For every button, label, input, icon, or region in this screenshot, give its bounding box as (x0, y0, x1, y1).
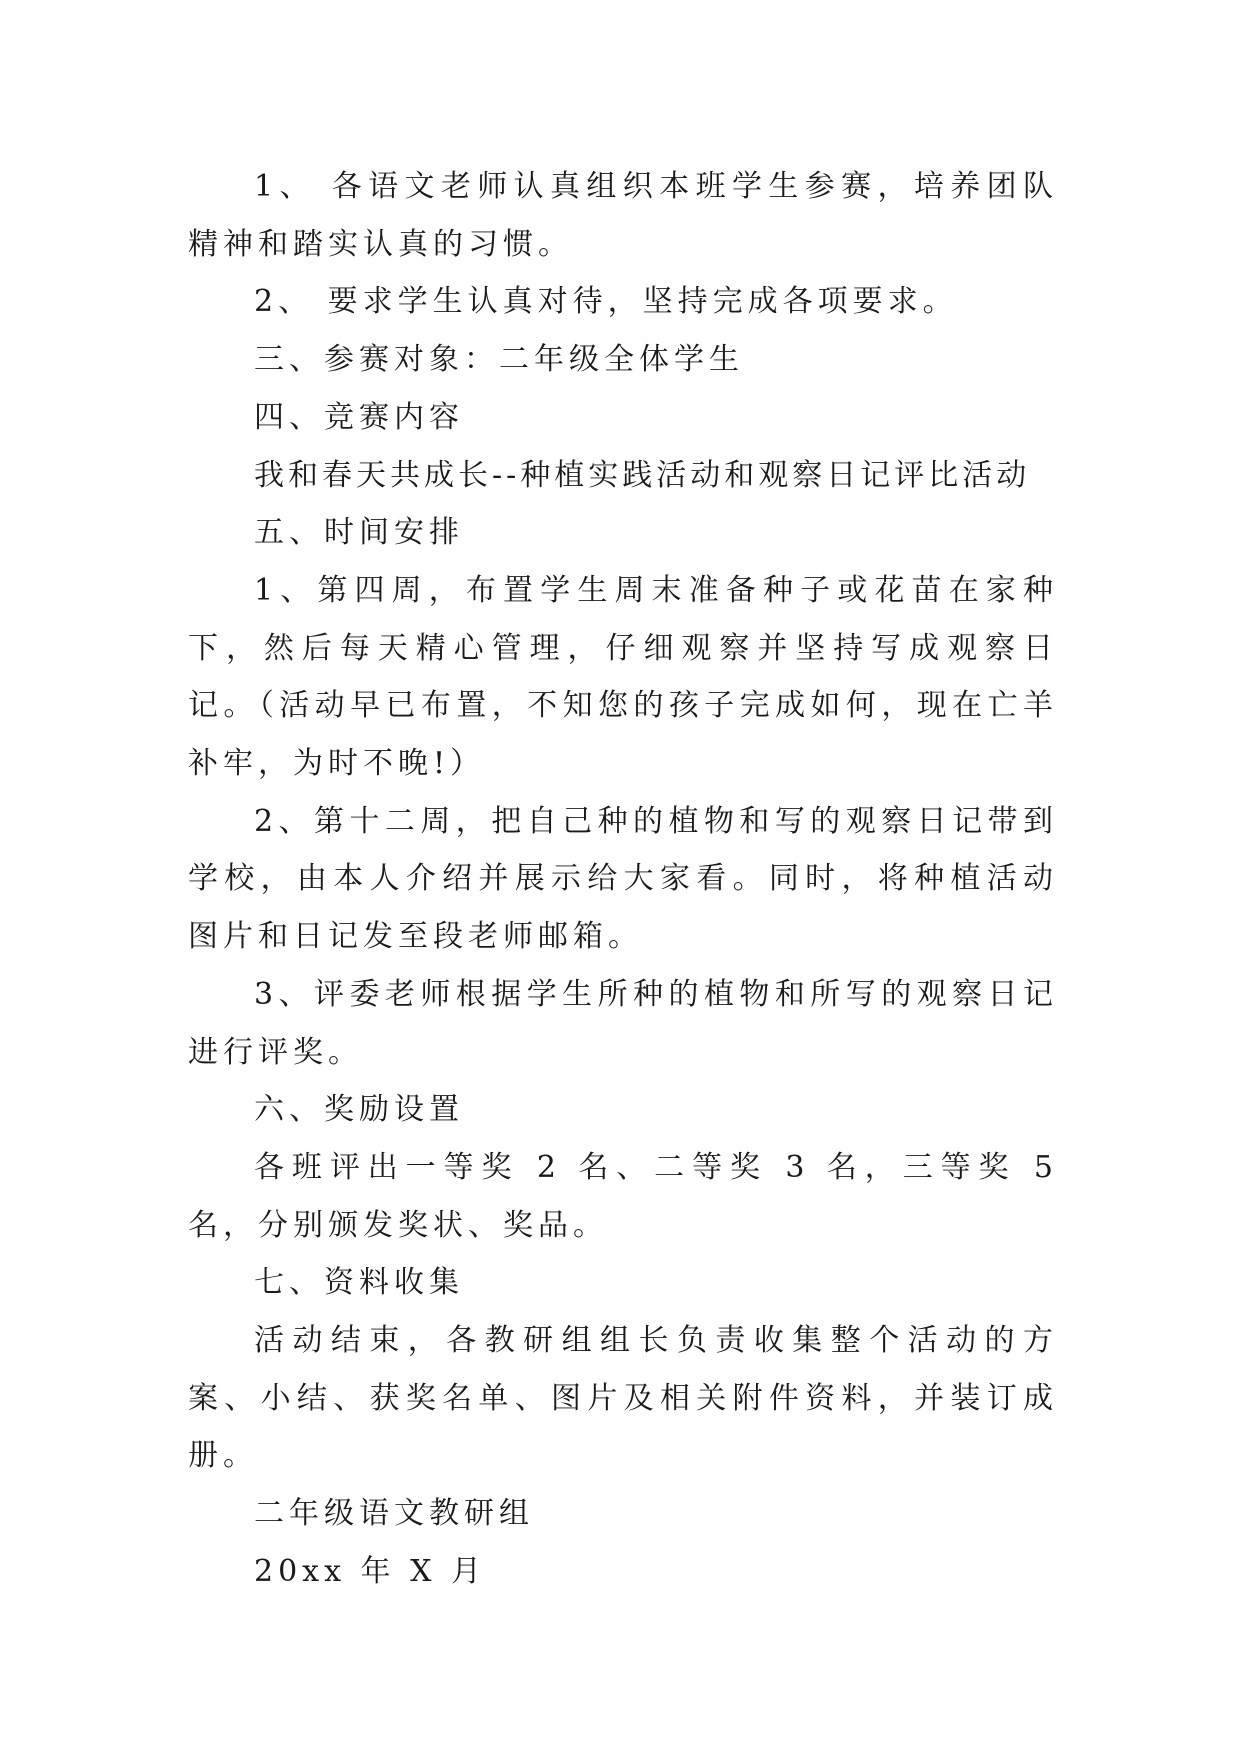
paragraph-schedule-3: 3、评委老师根据学生所种的植物和所写的观察日记进行评奖。 (188, 976, 1058, 1070)
paragraph-schedule-1: 1、第四周，布置学生周末准备种子或花苗在家种下，然后每天精心管理，仔细观察并坚持写成观察日记。（活动早已布置，不知您的孩子完成如何，现在亡羊补牢，为时不晚!） (188, 572, 1058, 782)
paragraph-contest-content: 我和春天共成长--种植实践活动和观察日记评比活动 (254, 457, 1031, 493)
paragraph-schedule-2: 2、第十二周，把自己种的植物和写的观察日记带到学校，由本人介绍并展示给大家看。同时，将种植活动图片和日记发至段老师邮箱。 (188, 803, 1058, 955)
document-body (188, 158, 1058, 1601)
paragraph-awards: 各班评出一等奖 2 名、二等奖 3 名，三等奖 5 名，分别颁发奖状、奖品。 (188, 1149, 1058, 1243)
signature-organization: 二年级语文教研组 (254, 1496, 534, 1532)
heading-schedule: 五、时间安排 (254, 515, 464, 551)
heading-materials: 七、资料收集 (254, 1265, 464, 1301)
heading-awards: 六、奖励设置 (254, 1092, 464, 1128)
paragraph-materials: 活动结束，各教研组组长负责收集整个活动的方案、小结、获奖名单、图片及相关附件资料，并装订成册。 (188, 1323, 1058, 1474)
heading-contest-content: 四、竞赛内容 (254, 399, 464, 435)
heading-participants: 三、参赛对象：二年级全体学生 (254, 342, 744, 378)
signature-date: 20xx 年 X 月 (254, 1553, 486, 1589)
paragraph-requirement-1: 1、 各语文老师认真组织本班学生参赛，培养团队精神和踏实认真的习惯。 (188, 169, 1058, 262)
paragraph-requirement-2: 2、 要求学生认真对待，坚持完成各项要求。 (254, 284, 958, 320)
